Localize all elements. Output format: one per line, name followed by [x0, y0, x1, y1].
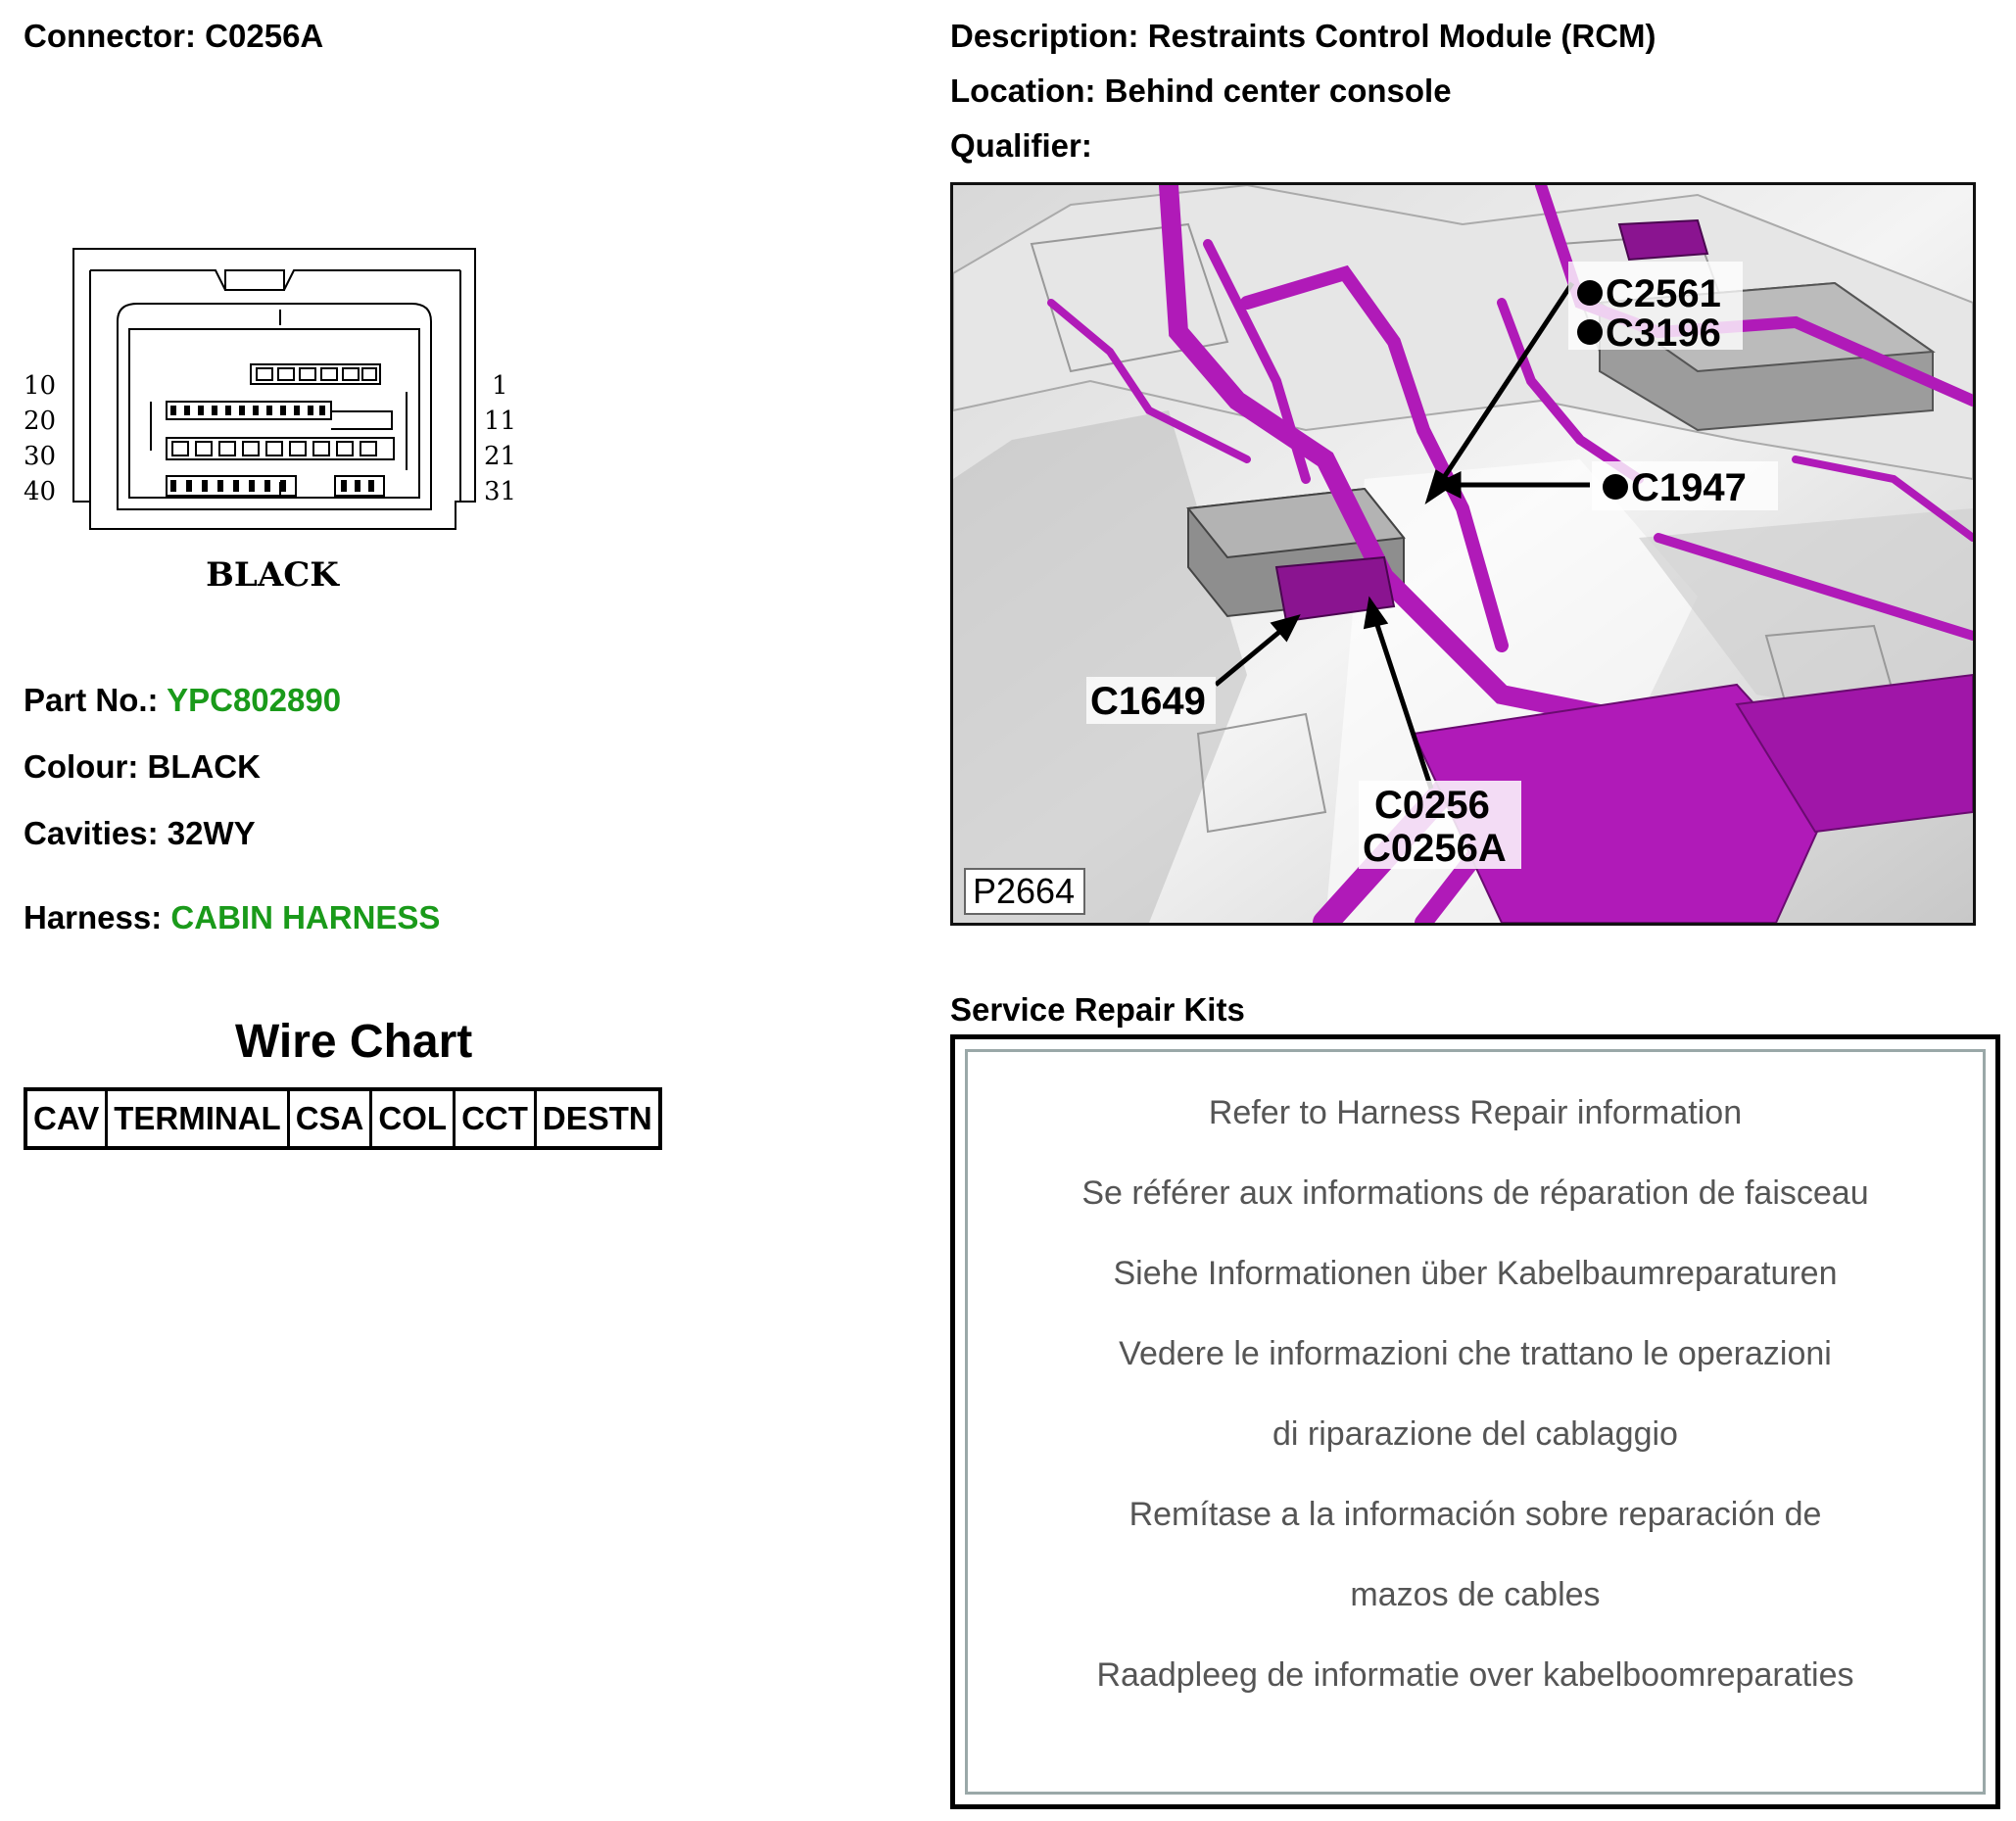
qualifier-label: Qualifier:	[950, 127, 1092, 164]
colour-label: Colour:	[24, 748, 139, 785]
service-kits-box	[950, 1034, 2000, 1809]
harness-link[interactable]: CABIN HARNESS	[170, 899, 441, 935]
column-destn: DESTN	[535, 1089, 659, 1148]
pin-label-10: 10	[24, 371, 57, 401]
callout-c1649: C1649	[1090, 680, 1206, 723]
kit-line-german: Siehe Informationen über Kabelbaumreparaturen	[1113, 1255, 1838, 1292]
part-no-link[interactable]: YPC802890	[167, 682, 342, 718]
kit-line-spanish-2: mazos de cables	[1350, 1576, 1601, 1613]
location-figure	[950, 182, 1976, 926]
callout-c1947: C1947	[1631, 466, 1747, 509]
pin-label-11: 11	[484, 407, 517, 436]
callout-c2561: C2561	[1606, 272, 1721, 315]
connector-face-diagram	[20, 235, 529, 607]
connector-colour-caption: BLACK	[206, 555, 339, 595]
colour-row	[24, 748, 261, 786]
pin-label-40: 40	[24, 477, 57, 506]
kit-line-italian-2: di riparazione del cablaggio	[1272, 1415, 1678, 1453]
location-value: Behind center console	[1104, 72, 1452, 109]
column-cct: CCT	[455, 1089, 536, 1148]
description-label: Description:	[950, 18, 1139, 54]
column-cav: CAV	[25, 1089, 107, 1148]
cavities-row	[24, 815, 256, 852]
connector-value: C0256A	[205, 18, 324, 54]
service-kits-title: Service Repair Kits	[950, 991, 1245, 1028]
column-col: COL	[371, 1089, 455, 1148]
pin-label-20: 20	[24, 407, 57, 436]
pin-label-21: 21	[484, 442, 517, 471]
wire-chart-title: Wire Chart	[235, 1016, 473, 1068]
wire-chart-table	[24, 1087, 662, 1150]
connector-label: Connector:	[24, 18, 196, 54]
service-kits-panel	[965, 1049, 1986, 1795]
kit-line-dutch: Raadpleeg de informatie over kabelboomreparaties	[1096, 1656, 1854, 1694]
kit-line-italian-1: Vedere le informazioni che trattano le operazioni	[1119, 1335, 1832, 1372]
kit-line-french: Se référer aux informations de réparation de faisceau	[1081, 1174, 1869, 1212]
wire-chart-header-row	[25, 1089, 660, 1148]
figure-id: P2664	[973, 871, 1076, 911]
cavities-value: 32WY	[167, 815, 256, 851]
harness-row	[24, 899, 440, 936]
callout-c0256: C0256	[1374, 784, 1490, 827]
location-heading	[950, 72, 1452, 110]
callout-c0256a: C0256A	[1363, 827, 1507, 870]
location-label: Location:	[950, 72, 1096, 109]
part-no-label: Part No.:	[24, 682, 159, 718]
location-illustration	[953, 185, 1973, 923]
description-heading	[950, 18, 1656, 55]
pin-label-30: 30	[24, 442, 57, 471]
pin-label-1: 1	[492, 371, 508, 401]
cavities-label: Cavities:	[24, 815, 159, 851]
description-value: Restraints Control Module (RCM)	[1147, 18, 1656, 54]
column-terminal: TERMINAL	[107, 1089, 288, 1148]
kit-line-english: Refer to Harness Repair information	[1208, 1094, 1743, 1131]
connector-heading	[24, 18, 323, 55]
qualifier-heading	[950, 127, 1092, 165]
part-no-row	[24, 682, 341, 719]
column-csa: CSA	[288, 1089, 371, 1148]
pin-label-31: 31	[484, 477, 517, 506]
colour-value: BLACK	[147, 748, 261, 785]
kit-line-spanish-1: Remítase a la información sobre reparación de	[1128, 1496, 1822, 1533]
harness-label: Harness:	[24, 899, 163, 935]
callout-c3196: C3196	[1606, 311, 1721, 355]
